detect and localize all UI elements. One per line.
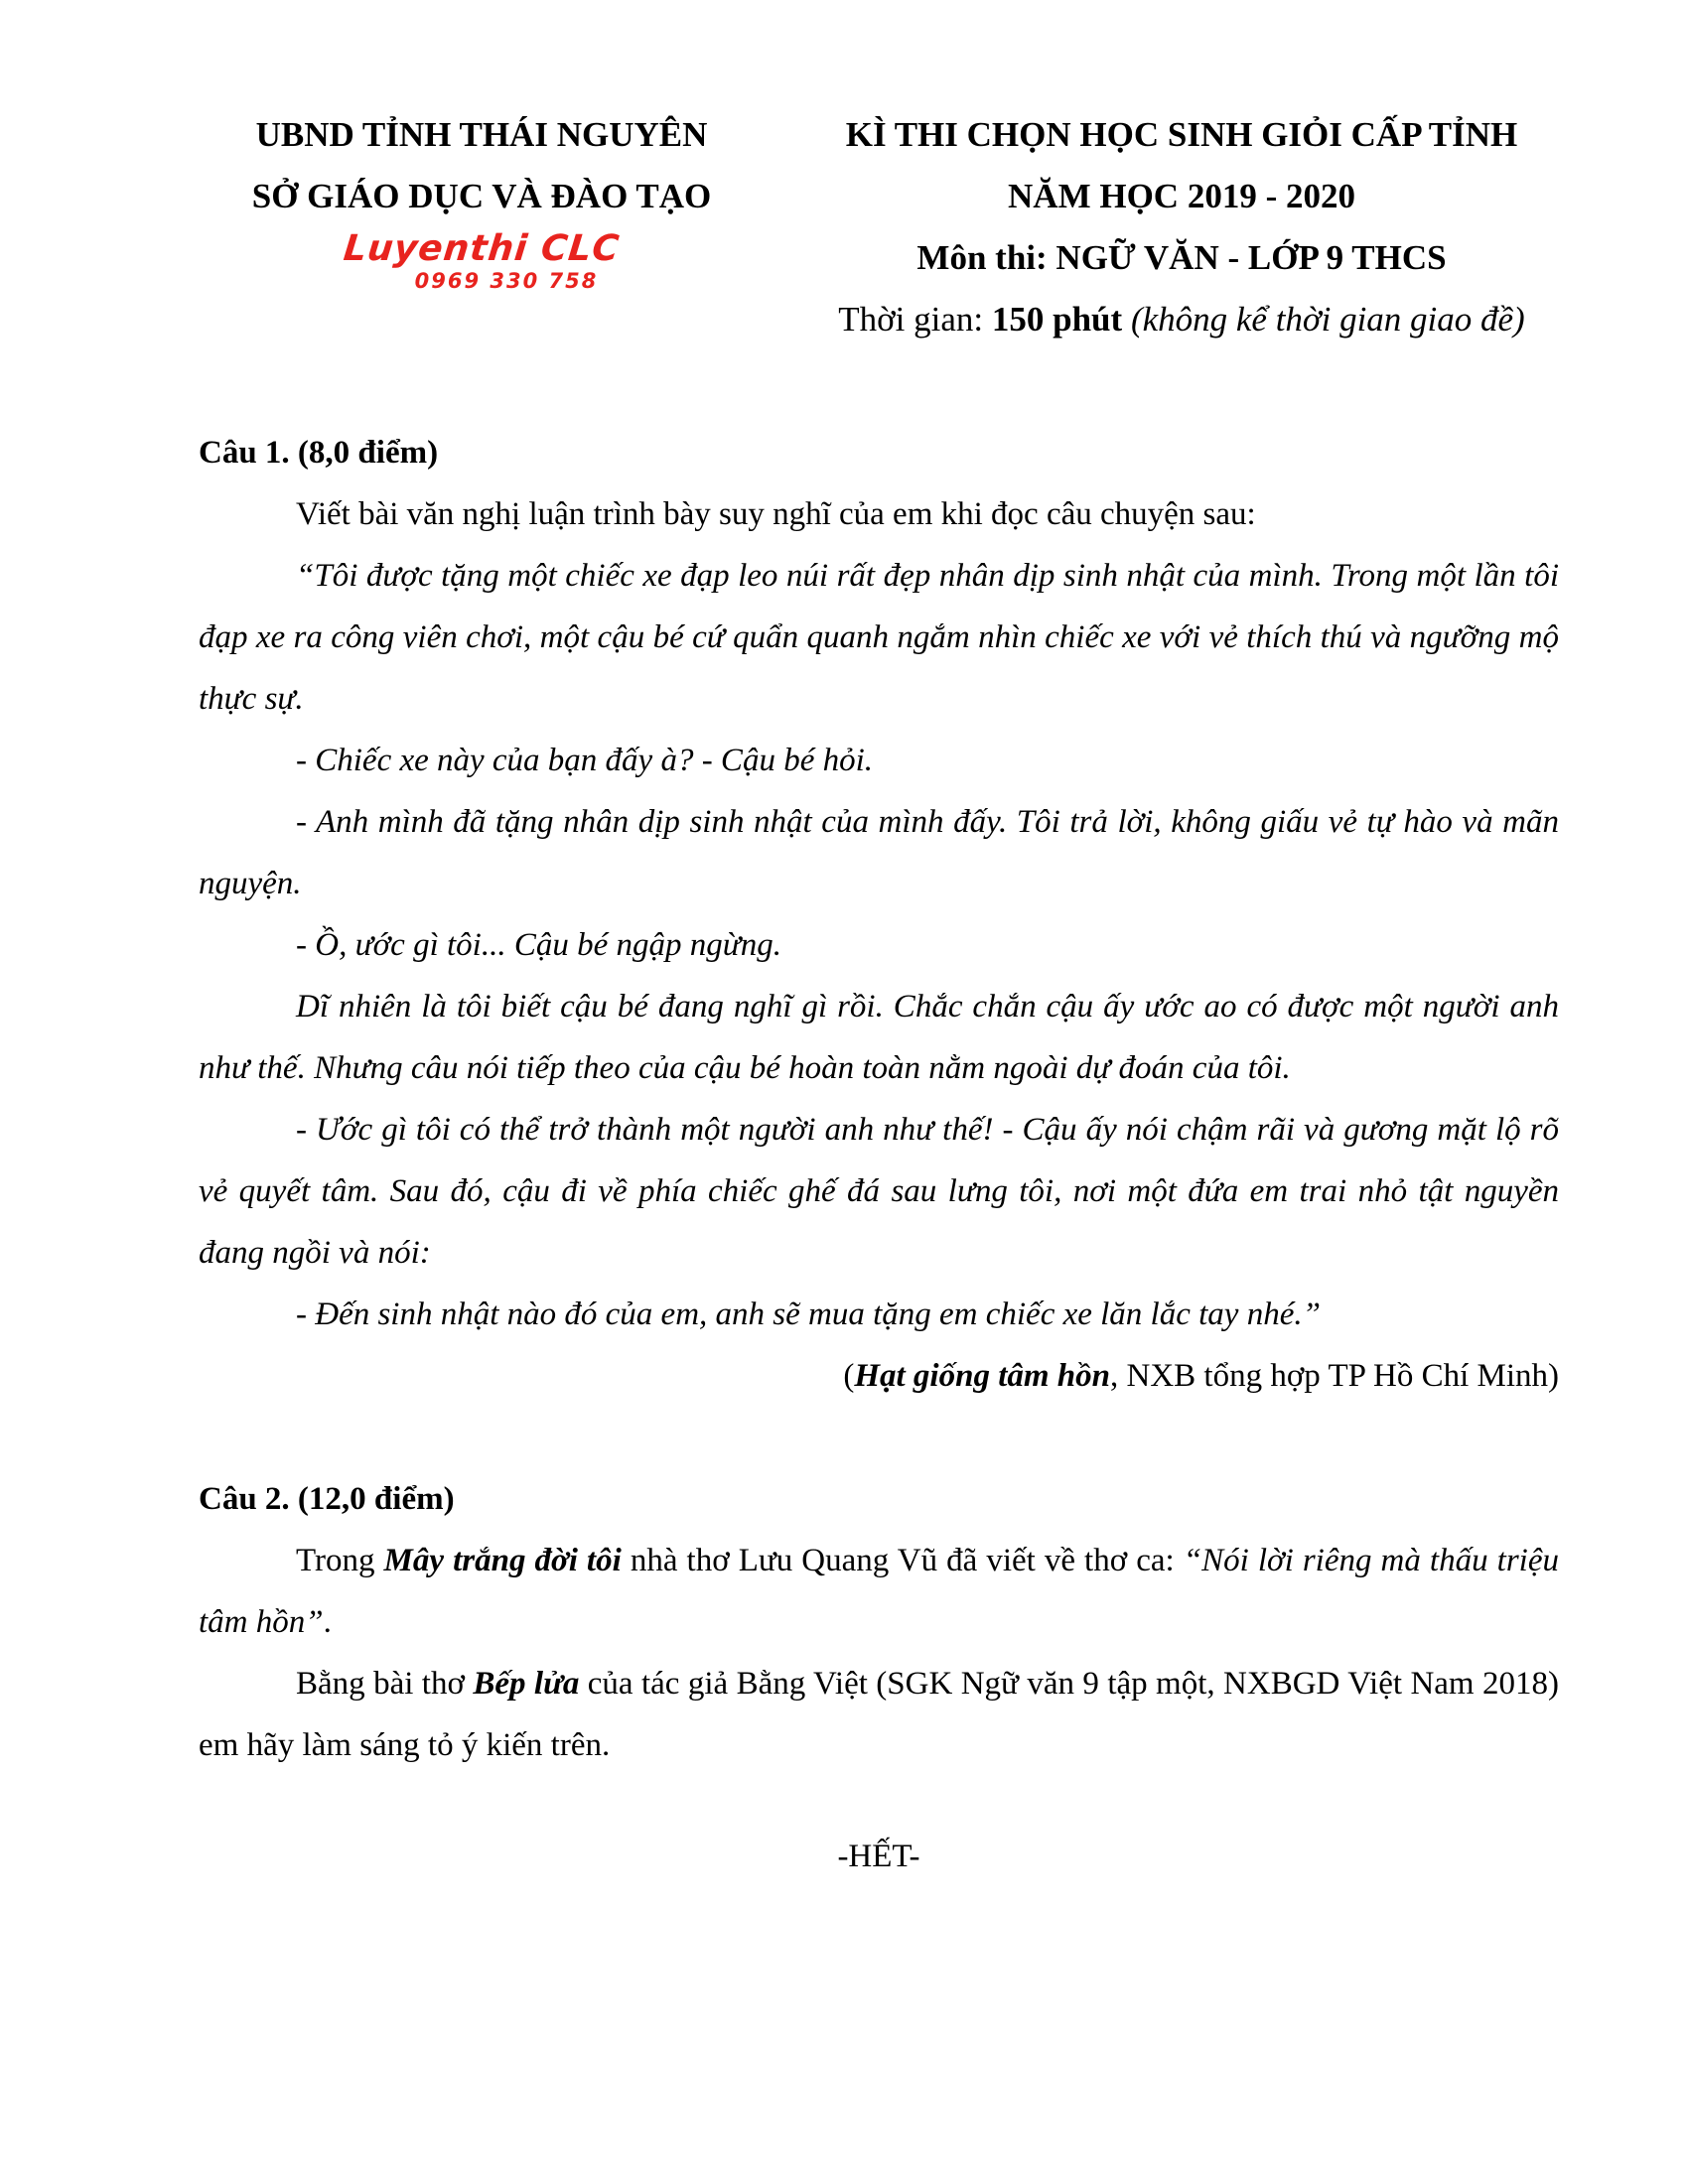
time-value: 150 phút xyxy=(991,300,1123,339)
story-paragraph: - Ước gì tôi có thể trở thành một người anh như thế! - Cậu ấy nói chậm rãi và gương mặt lộ rõ vẻ quyết tâm. Sau đó, cậu đi về phía chiếc ghế đá sau lưng tôi, nơi một đứa em trai nhỏ tật nguyền đang ngồi và nói: xyxy=(199,1112,1559,1271)
question-1-prompt: Viết bài văn nghị luận trình bày suy nghĩ của em khi đọc câu chuyện sau: xyxy=(296,496,1256,532)
story-paragraph: - Ồ, ước gì tôi... Cậu bé ngập ngừng. xyxy=(296,927,781,963)
school-year: NĂM HỌC 2019 - 2020 xyxy=(1008,177,1355,215)
q2-text: . xyxy=(323,1604,332,1640)
story-paragraph: Dĩ nhiên là tôi biết cậu bé đang nghĩ gì rồi. Chắc chắn cậu ấy ước ao có được một người anh như thế. Nhưng câu nói tiếp theo của cậu bé hoàn toàn nằm ngoài dự đoán của tôi. xyxy=(199,989,1559,1086)
time-note: (không kể thời gian giao đề) xyxy=(1130,300,1525,339)
story-paragraph: - Anh mình đã tặng nhân dịp sinh nhật của mình đấy. Tôi trả lời, không giấu vẻ tự hào và mãn nguyện. xyxy=(199,804,1559,901)
department-name: SỞ GIÁO DỤC VÀ ĐÀO TẠO xyxy=(251,177,712,215)
source-title: Hạt giống tâm hồn xyxy=(854,1358,1110,1394)
header-right xyxy=(814,104,1549,350)
story-paragraph: - Chiếc xe này của bạn đấy à? - Cậu bé hỏi. xyxy=(296,743,874,778)
source-rest: , NXB tổng hợp TP Hồ Chí Minh) xyxy=(1110,1358,1559,1394)
subject-line: Môn thi: NGỮ VĂN - LỚP 9 THCS xyxy=(916,238,1447,277)
question-1-title: Câu 1. (8,0 điểm) xyxy=(199,435,439,471)
story-source xyxy=(199,1345,1559,1407)
logo xyxy=(209,229,755,299)
exam-body xyxy=(199,422,1559,1920)
story-paragraph: - Đến sinh nhật nào đó của em, anh sẽ mua tặng em chiếc xe lăn lắc tay nhé.” xyxy=(296,1297,1321,1332)
q2-text: Bằng bài thơ xyxy=(296,1666,474,1702)
question-2-paragraph-2 xyxy=(199,1653,1559,1776)
time-label: Thời gian: xyxy=(838,300,992,339)
q2-text: nhà thơ Lưu Quang Vũ đã viết về thơ ca: xyxy=(621,1543,1184,1578)
logo-phone: 0969 330 758 xyxy=(414,269,599,293)
logo-text: Luyenthi CLC xyxy=(342,228,622,269)
spacer xyxy=(199,1407,1559,1468)
q2-poem-title: Bếp lửa xyxy=(473,1666,580,1702)
exam-title: KÌ THI CHỌN HỌC SINH GIỎI CẤP TỈNH xyxy=(845,115,1518,154)
q2-text: của tác giả Bằng Việt (SGK Ngữ văn 9 tập một, NXBGD Việt Nam 2018) em hãy làm sáng tỏ ý kiến trên. xyxy=(199,1666,1560,1763)
end-mark: -HẾT- xyxy=(837,1839,920,1874)
q2-text: Trong xyxy=(296,1543,384,1578)
q2-work-title: Mây trắng đời tôi xyxy=(383,1543,622,1578)
story-paragraph: “Tôi được tặng một chiếc xe đạp leo núi rất đẹp nhân dịp sinh nhật của mình. Trong một lần tôi đạp xe ra công viên chơi, một cậu bé cứ quẩn quanh ngắm nhìn chiếc xe với vẻ thích thú và ngưỡng mộ thực sự. xyxy=(199,558,1559,717)
source-open: ( xyxy=(843,1358,855,1394)
question-2-paragraph-1 xyxy=(199,1530,1559,1653)
authority-name: UBND TỈNH THÁI NGUYÊN xyxy=(255,115,708,154)
q2-quote: “Nói lời riêng mà thấu triệu tâm hồn” xyxy=(199,1543,1559,1640)
time-line xyxy=(814,289,1549,350)
header-left xyxy=(209,104,755,299)
question-2-title: Câu 2. (12,0 điểm) xyxy=(199,1481,455,1517)
